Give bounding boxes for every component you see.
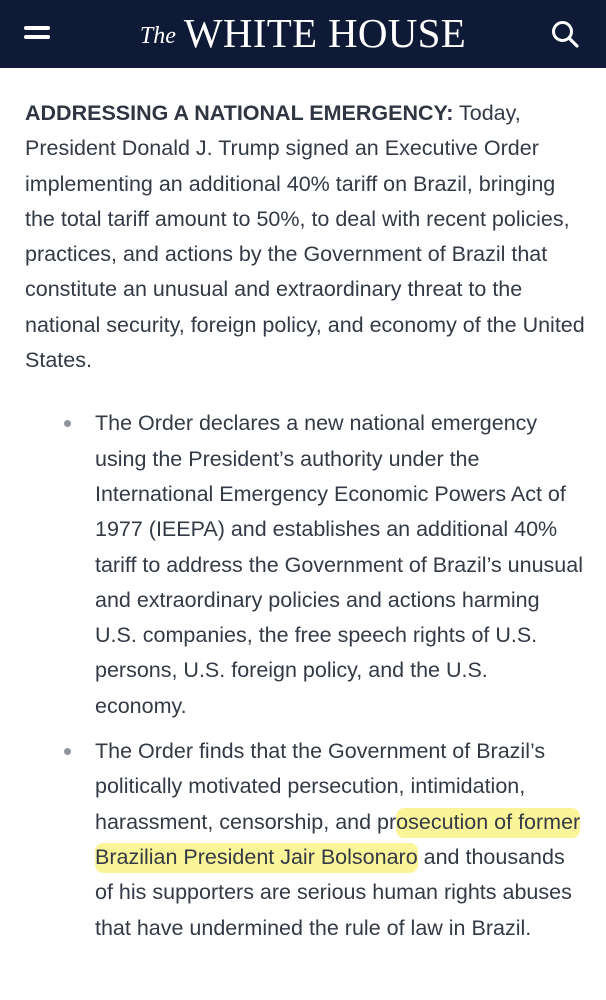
highlighted-text: osecution of former Brazilian President Jair Bolsonaro <box>95 808 580 873</box>
site-logo[interactable] <box>0 9 606 57</box>
bullet-text-before: The Order finds that the Government of Brazil’s politically motivated persecution, intimidation, harassment, censorship, and pr <box>95 739 546 834</box>
search-icon <box>548 18 582 50</box>
search-button[interactable] <box>548 18 582 50</box>
lead-text: Today, President Donald J. Trump signed an Executive Order implementing an additional 40% tariff on Brazil, bringing the total tariff amount to 50%, to deal with recent policies, practices, and actions by the Government of Brazil that constitute an unusual and extraordinary threat to the national security, foreign policy, and economy of the United States. <box>25 101 585 373</box>
bullet-text: The Order declares a new national emergency using the President’s authority under the International Emergency Economic Powers Act of 1977 (IEEPA) and establishes an additional 40% tariff to address the Government of Brazil’s unusual and extraordinary policies and actions harming U.S. companies, the free speech rights of U.S. persons, U.S. foreign policy, and the U.S. economy. <box>95 411 583 718</box>
lead-paragraph <box>25 96 585 378</box>
logo-wordmark: WHITE HOUSE <box>183 10 467 56</box>
list-item <box>25 734 585 946</box>
bullet-dot-icon <box>64 420 71 427</box>
lead-heading: ADDRESSING A NATIONAL EMERGENCY: <box>25 101 454 125</box>
site-header <box>0 0 606 68</box>
bullet-dot-icon <box>64 748 71 755</box>
bullet-list <box>25 406 585 945</box>
bullet-text-after: and thousands of his supporters are serious human rights abuses that have undermined the rule of law in Brazil. <box>95 844 572 940</box>
logo-the: The <box>139 23 176 49</box>
article-body <box>25 96 585 956</box>
list-item <box>25 406 585 724</box>
